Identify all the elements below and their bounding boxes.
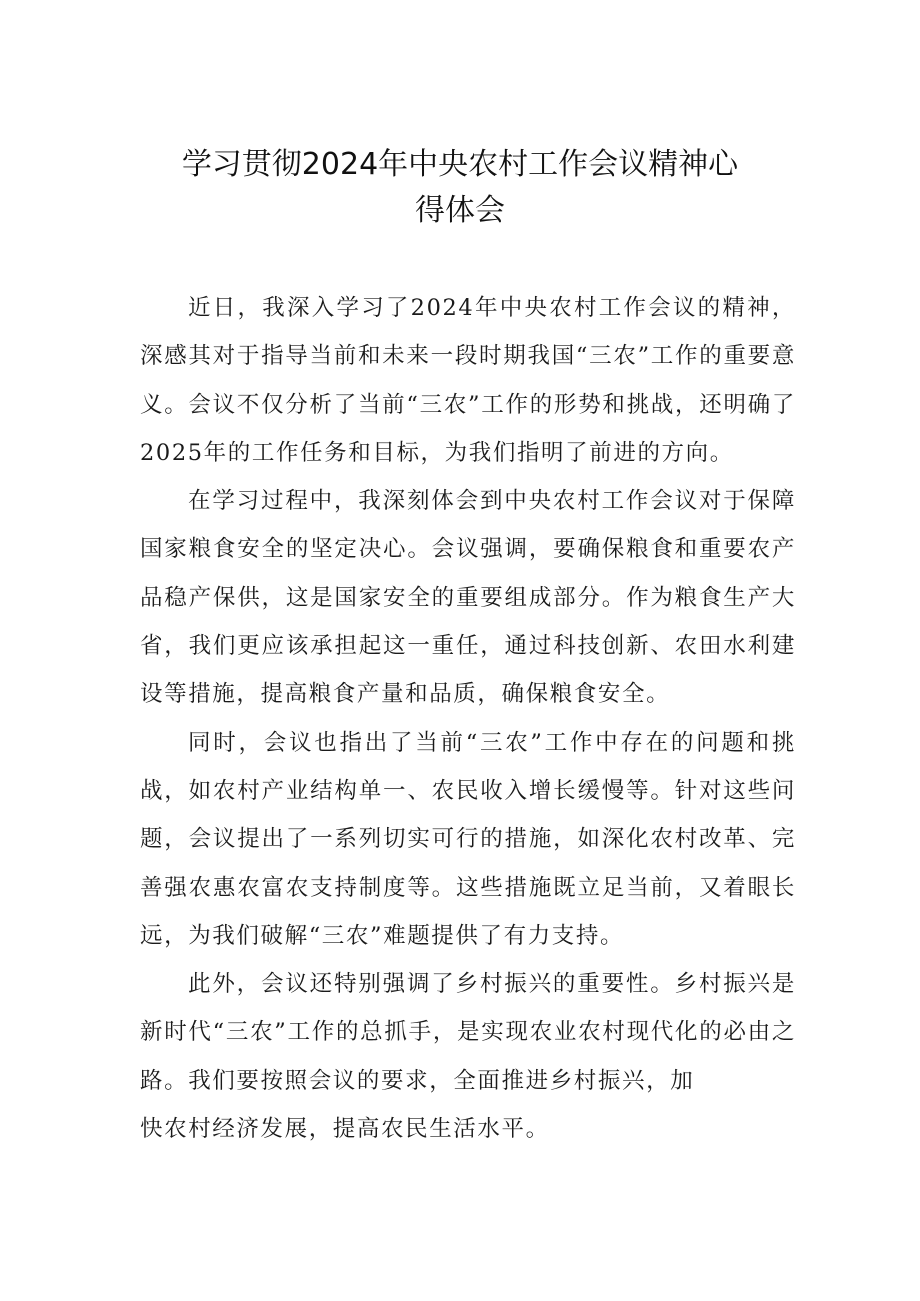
title-line-2: 得体会 [415, 193, 505, 228]
paragraph-4-part-2: 快农村经济发展，提高农民生活水平。 [140, 1116, 550, 1143]
paragraph-2: 在学习过程中，我深刻体会到中央农村工作会议对于保障国家粮食安全的坚定决心。会议强调，要确保粮食和重要农产品稳产保供，这是国家安全的重要组成部分。作为粮食生产大省，我们更应该承担起这一重任，通过科技创新、农田水利建设等措施，提高粮食产量和品质，确保粮食安全。 [140, 488, 796, 708]
paragraph-4 [140, 960, 796, 1153]
title-line-1: 学习贯彻2024年中央农村工作会议精神心 [181, 147, 739, 182]
paragraph-4-part-1: 此外，会议还特别强调了乡村振兴的重要性。乡村振兴是新时代“三农”工作的总抓手，是实现农业农村现代化的必由之路。我们要按照会议的要求，全面推进乡村振兴，加 [140, 971, 796, 1094]
paragraph-3: 同时，会议也指出了当前“三农”工作中存在的问题和挑战，如农村产业结构单一、农民收入增长缓慢等。针对这些问题，会议提出了一系列切实可行的措施，如深化农村改革、完善强农惠农富农支持制度等。这些措施既立足当前，又着眼长远，为我们破解“三农”难题提供了有力支持。 [140, 729, 796, 949]
document-title [140, 142, 780, 234]
paragraph-1: 近日，我深入学习了2024年中央农村工作会议的精神，深感其对于指导当前和未来一段时期我国“三农”工作的重要意义。会议不仅分析了当前“三农”工作的形势和挑战，还明确了2025年的工作任务和目标，为我们指明了前进的方向。 [140, 295, 796, 466]
document-body [140, 284, 796, 1153]
